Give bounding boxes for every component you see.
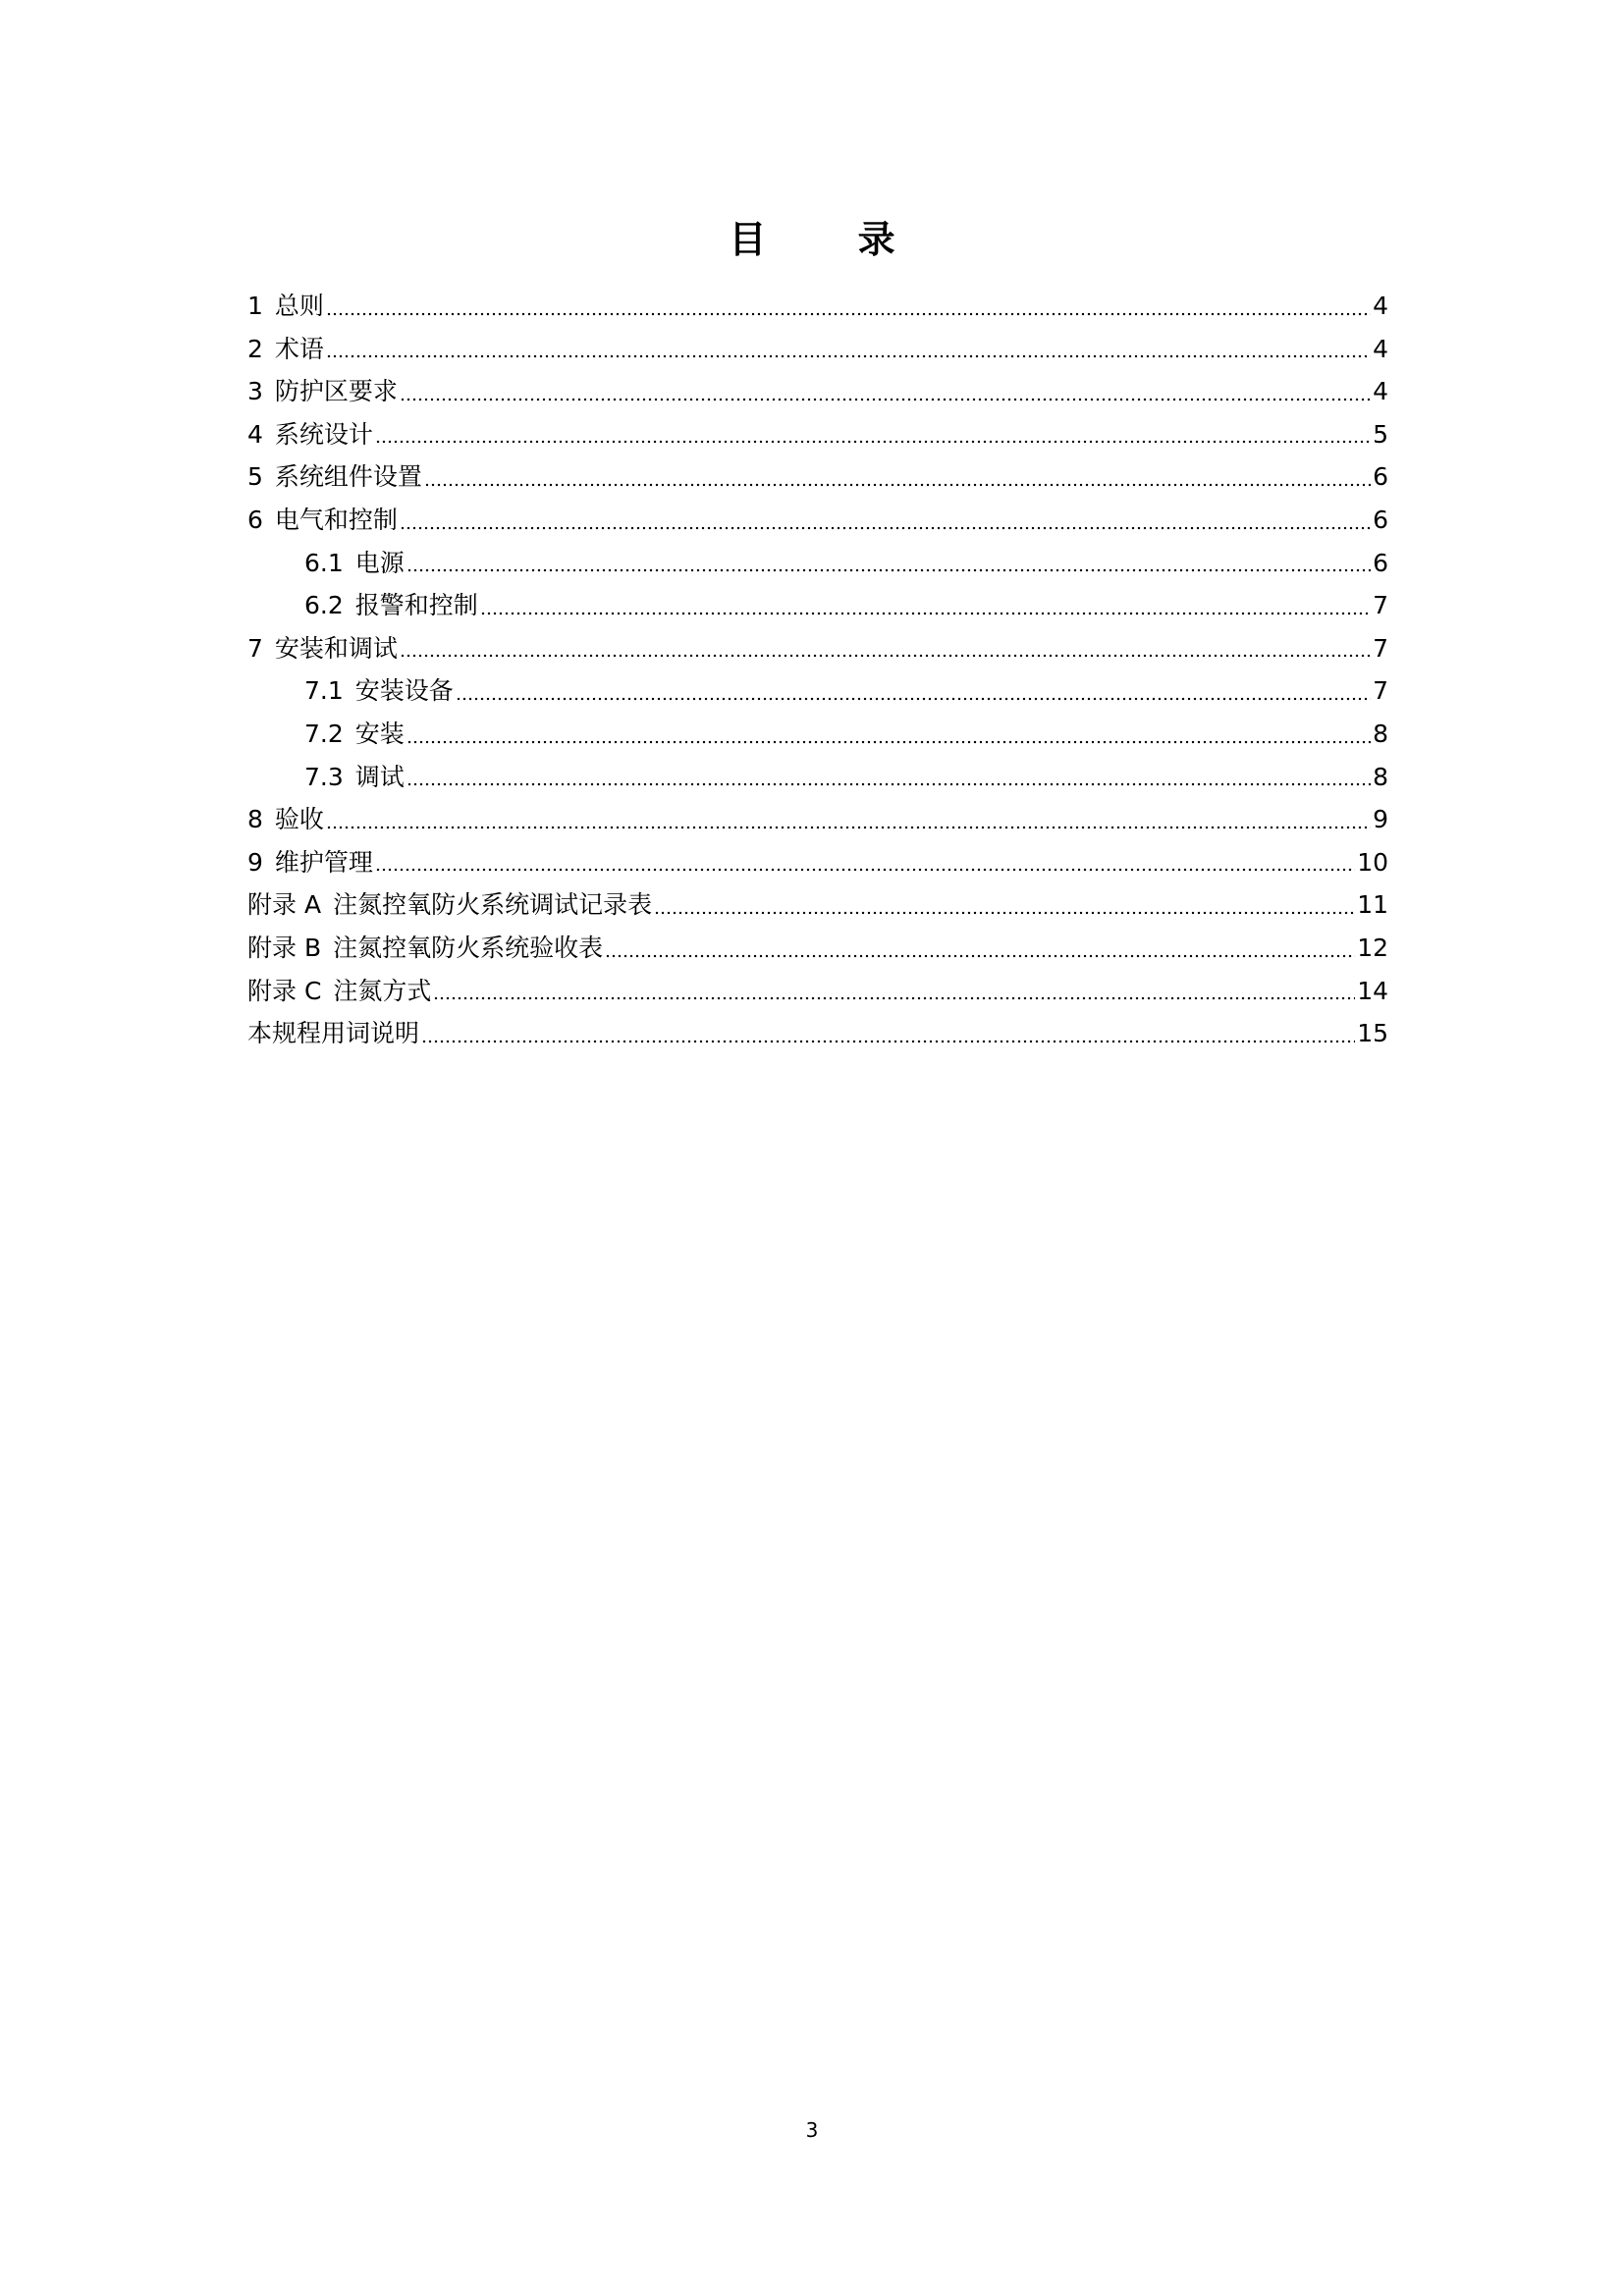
toc-dot-leader [400, 652, 1371, 660]
toc-entry-number: 7.3 [304, 762, 344, 791]
toc-dot-leader [424, 481, 1371, 489]
toc-entry-page: 10 [1357, 847, 1388, 877]
toc-entry[interactable] [247, 669, 1388, 713]
toc-dot-leader [400, 396, 1371, 403]
toc-entry-page: 14 [1357, 976, 1388, 1005]
toc-entry[interactable] [247, 370, 1388, 413]
toc-entry-page: 4 [1373, 377, 1388, 406]
toc-entry[interactable] [247, 883, 1388, 927]
toc-dot-leader [375, 438, 1371, 446]
toc-dot-leader [326, 310, 1371, 318]
toc-dot-leader [326, 824, 1371, 831]
toc-entry-number: 8 [247, 805, 263, 834]
toc-dot-leader [375, 866, 1355, 874]
toc-entry-label: 防护区要求 [274, 377, 398, 406]
toc-entry[interactable] [247, 584, 1388, 627]
toc-entry-label: 总则 [274, 292, 324, 320]
toc-entry[interactable] [247, 756, 1388, 799]
toc-entry[interactable] [247, 841, 1388, 884]
toc-entry-page: 6 [1373, 548, 1388, 577]
toc-entry[interactable] [247, 927, 1388, 970]
page-number: 3 [805, 2118, 819, 2142]
toc-entry-page: 8 [1373, 762, 1388, 791]
toc-entry-page: 7 [1373, 676, 1388, 706]
toc-entry[interactable] [247, 413, 1388, 456]
toc-entry-number: 6.2 [304, 591, 344, 620]
toc-entry[interactable] [247, 328, 1388, 371]
toc-entry-number: 4 [247, 419, 263, 449]
toc-dot-leader [326, 352, 1371, 360]
toc-entry-number: 2 [247, 334, 263, 363]
toc-entry-label: 注氮方式 [333, 976, 432, 1005]
toc-dot-leader [605, 952, 1355, 960]
toc-entry-number: 7 [247, 633, 263, 663]
toc-entry-number: 6.1 [304, 548, 344, 577]
toc-entry-label: 维护管理 [274, 847, 373, 877]
toc-dot-leader [654, 909, 1355, 917]
toc-entry[interactable] [247, 627, 1388, 670]
toc-entry-page: 8 [1373, 719, 1388, 748]
toc-entry-page: 11 [1357, 890, 1388, 920]
toc-dot-leader [406, 566, 1371, 574]
toc-entry-label: 安装设备 [354, 676, 454, 706]
toc-entry-page: 7 [1373, 633, 1388, 663]
toc-dot-leader [480, 610, 1371, 617]
toc-entry-label: 术语 [274, 334, 324, 363]
toc-entry-page: 4 [1373, 292, 1388, 320]
toc-entry[interactable] [247, 499, 1388, 542]
toc-entry-page: 12 [1357, 933, 1388, 962]
toc-entry-label: 调试 [354, 762, 405, 791]
toc-entry-label: 报警和控制 [354, 591, 478, 620]
toc-entry-page: 4 [1373, 334, 1388, 363]
toc-entry-number: 5 [247, 462, 263, 492]
toc-dot-leader [406, 738, 1371, 746]
toc-entry-number: 7.2 [304, 719, 344, 748]
toc-entry-page: 9 [1373, 805, 1388, 834]
toc-entry-label: 验收 [274, 805, 324, 834]
toc-entry[interactable] [247, 1012, 1388, 1055]
toc-entry-label: 注氮控氧防火系统验收表 [333, 933, 604, 962]
toc-entry[interactable] [247, 542, 1388, 585]
toc-entry[interactable] [247, 970, 1388, 1013]
toc-entry[interactable] [247, 455, 1388, 499]
toc-entry-label: 注氮控氧防火系统调试记录表 [333, 890, 653, 920]
toc-entry-label: 系统设计 [274, 419, 373, 449]
page-title: 目 录 [729, 218, 935, 261]
toc-entry-number: 3 [247, 377, 263, 406]
toc-entry[interactable] [247, 798, 1388, 841]
toc-dot-leader [400, 524, 1371, 532]
toc-dot-leader [456, 695, 1371, 703]
toc-entry-number: 6 [247, 505, 263, 534]
toc-entry-number: 9 [247, 847, 263, 877]
toc-entry[interactable] [247, 285, 1388, 328]
toc-entry-page: 6 [1373, 505, 1388, 534]
toc-entry-number: 附录 C [247, 976, 322, 1005]
toc-entry-page: 5 [1373, 419, 1388, 449]
toc-entry-number: 1 [247, 292, 263, 320]
toc-entry-page: 6 [1373, 462, 1388, 492]
toc-entry-number: 附录 A [247, 890, 322, 920]
toc-entry[interactable] [247, 713, 1388, 756]
toc-entry-label: 安装 [354, 719, 405, 748]
table-of-contents [247, 285, 1388, 1055]
toc-dot-leader [421, 1038, 1355, 1045]
toc-entry-label: 系统组件设置 [274, 462, 422, 492]
toc-entry-label: 电源 [354, 548, 405, 577]
toc-entry-page: 15 [1357, 1019, 1388, 1048]
toc-dot-leader [433, 994, 1355, 1002]
toc-entry-number: 附录 B [247, 933, 322, 962]
toc-entry-number: 7.1 [304, 676, 344, 706]
toc-entry-label: 本规程用词说明 [247, 1019, 420, 1048]
toc-dot-leader [406, 780, 1371, 788]
toc-entry-label: 电气和控制 [274, 505, 398, 534]
toc-entry-page: 7 [1373, 591, 1388, 620]
toc-entry-label: 安装和调试 [274, 633, 398, 663]
